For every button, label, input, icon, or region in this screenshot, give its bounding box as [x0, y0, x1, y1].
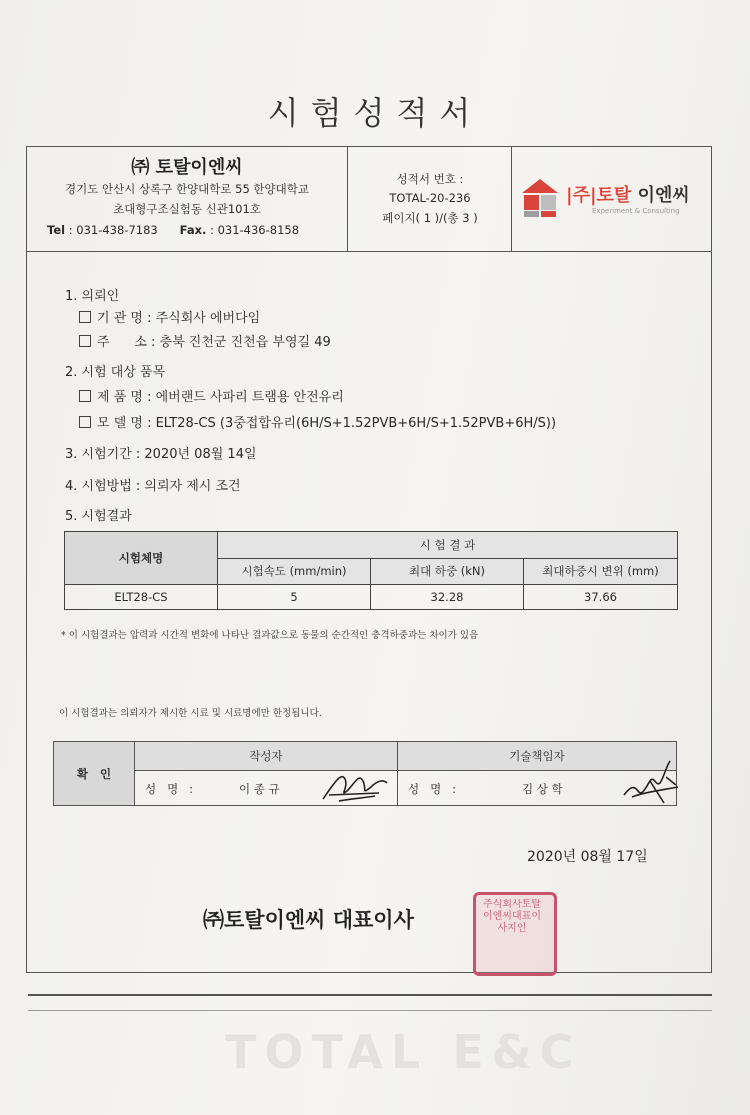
table-row — [65, 585, 678, 610]
client-org-line — [79, 307, 260, 326]
section-2-title: 2. 시험 대상 품목 — [65, 365, 166, 380]
tel-number: : 031-438-7183 — [68, 223, 158, 237]
company-logo — [511, 147, 712, 251]
address-line-2: 초대형구조실험동 신관101호 — [113, 202, 261, 216]
section-5-title: 5. 시험결과 — [65, 509, 132, 524]
client-address: 주 소 : 충북 진천군 진천읍 부영길 49 — [97, 335, 331, 350]
logo-text-dark: 이엔씨 — [631, 185, 690, 206]
tech-manager-name: 김 상 학 — [522, 782, 563, 796]
cell-displacement: 37.66 — [524, 585, 678, 610]
cell-maxload: 32.28 — [371, 585, 524, 610]
product-name-line — [79, 386, 344, 405]
table-header-row — [65, 532, 678, 559]
page-info: 페이지( 1 )/(총 3 ) — [382, 211, 478, 225]
checkbox-icon — [79, 311, 91, 323]
col-maxload-header: 최대 하중 (kN) — [371, 558, 524, 585]
confirmation-table — [53, 741, 677, 806]
section-4-test-method: 4. 시험방법 : 의뢰자 제시 조건 — [65, 479, 241, 494]
fax-label: Fax. — [179, 223, 207, 237]
address-line-1: 경기도 안산시 상록구 한양대학로 55 한양대학교 — [65, 182, 309, 196]
watermark: TOTAL E&C — [225, 1025, 582, 1079]
writer-name: 이 종 규 — [239, 782, 280, 796]
footer-rule-thin — [28, 1010, 712, 1011]
confirmation-label — [54, 742, 135, 806]
results-note: * 이 시험결과는 압력과 시간적 변화에 나타난 결과값으로 동물의 순간적인 충격하중과는 차이가 있음 — [61, 630, 479, 641]
issue-date: 2020년 08월 17일 — [527, 849, 648, 865]
company-seal-stamp — [473, 892, 557, 976]
company-name: ㈜ 토탈이엔씨 — [131, 157, 243, 178]
cell-specimen: ELT28-CS — [65, 585, 218, 610]
logo-wordmark — [566, 181, 690, 207]
checkbox-icon — [79, 335, 91, 347]
building-blocks-icon — [518, 175, 562, 219]
model-name: 모 델 명 : ELT28-CS (3중접합유리(6H/S+1.52PVB+6H/S+1.52PVB+6H/S)) — [97, 416, 557, 431]
cell-speed: 5 — [218, 585, 371, 610]
checkbox-icon — [79, 416, 91, 428]
company-info — [27, 147, 347, 251]
col-displacement-header: 최대하중시 변위 (mm) — [524, 558, 678, 585]
client-org: 기 관 명 : 주식회사 에버다임 — [97, 311, 261, 326]
certificate-frame — [26, 146, 712, 973]
writer-name-label: 성 명 : — [145, 782, 194, 796]
tech-manager-cell — [398, 771, 677, 806]
footer-rule — [28, 994, 712, 996]
col-results-group-header: 시 험 결 과 — [218, 532, 678, 559]
product-name: 제 품 명 : 에버랜드 사파리 트램용 안전유리 — [97, 390, 344, 405]
writer-header: 작성자 — [135, 742, 398, 771]
header-block — [27, 147, 711, 252]
tech-manager-header: 기술책임자 — [398, 742, 677, 771]
limitation-statement: 이 시험결과는 의뢰자가 제시한 시료 및 시료명에만 한정됩니다. — [59, 708, 322, 719]
contact-line — [47, 223, 347, 237]
certificate-number-label: 성적서 번호 : — [396, 172, 464, 186]
seal-text: 주식회사토탈이엔씨대표이사지인 — [483, 899, 541, 934]
writer-cell — [135, 771, 398, 806]
document-title: 시험성적서 — [267, 94, 483, 132]
confirmation-name-row — [54, 771, 677, 806]
col-specimen-header: 시험체명 — [65, 532, 218, 585]
col-speed-header: 시험속도 (mm/min) — [218, 558, 371, 585]
writer-signature — [319, 765, 391, 807]
logo-tagline: Experiment & Consulting — [592, 207, 680, 215]
results-table — [64, 531, 678, 610]
fax-number: : 031-436-8158 — [210, 223, 300, 237]
ceo-signature-line: ㈜토탈이엔씨 대표이사 — [203, 908, 414, 932]
tech-manager-signature — [620, 757, 682, 807]
client-address-line — [79, 331, 331, 350]
tech-name-label: 성 명 : — [408, 782, 457, 796]
checkbox-icon — [79, 390, 91, 402]
logo-text-red: |주|토탈 — [566, 185, 632, 206]
certificate-number: TOTAL-20-236 — [389, 191, 471, 205]
tel-label: Tel — [47, 223, 66, 237]
certificate-number-block — [347, 147, 512, 251]
section-1-title: 1. 의뢰인 — [65, 289, 120, 304]
model-name-line — [79, 412, 556, 431]
confirmation-label-text: 확 인 — [76, 766, 112, 781]
section-3-test-period: 3. 시험기간 : 2020년 08월 14일 — [65, 447, 257, 462]
